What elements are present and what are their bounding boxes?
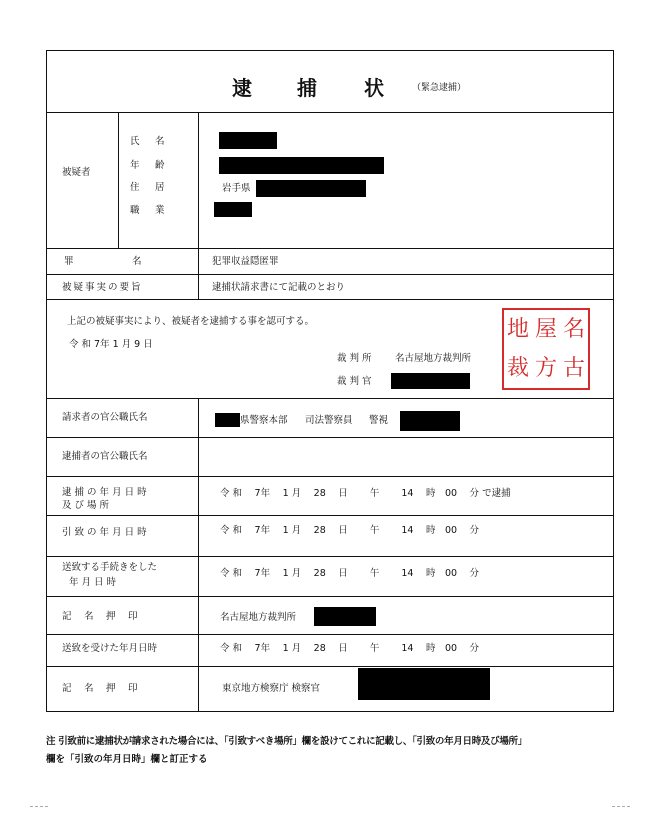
address-label-b: 居 (155, 182, 165, 193)
transfer-value: 令 和 7年 1 月 28 日 午 14 時 00 分 (220, 525, 480, 536)
transfer-label: 引 致 の 年 月 日 時 (62, 527, 147, 538)
column-divider (198, 112, 199, 299)
signature1-label: 記 名 押 印 (62, 611, 138, 622)
row-divider (46, 437, 614, 438)
redacted-prefecture (215, 413, 240, 427)
title-subtitle: （緊急逮捕） (412, 83, 467, 93)
arrest-time-label-1: 逮 捕 の 年 月 日 時 (62, 487, 147, 498)
redacted-judge-name (391, 373, 470, 389)
redacted-address (256, 180, 366, 197)
seal-char: 名 (562, 316, 585, 342)
seal-char: 地 (506, 316, 529, 342)
received-label: 送致を受けた年月日時 (62, 643, 158, 654)
facts-label: 被疑事実の要旨 (62, 282, 143, 293)
send-proc-value: 令 和 7年 1 月 28 日 午 14 時 00 分 (220, 568, 480, 579)
row-divider (46, 556, 614, 557)
name-label-b: 名 (155, 136, 165, 147)
arrest-time-label-2: 及 び 場 所 (62, 500, 110, 511)
requester-value-a: 県警察本部 (240, 415, 288, 426)
signature2-label: 記 名 押 印 (62, 683, 138, 694)
redacted-occupation (214, 202, 252, 217)
address-label-a: 住 (130, 182, 140, 193)
footnote-line-1: 注 引致前に逮捕状が請求された場合には、「引致すべき場所」欄を設けてこれに記載し、「引致の年月日時及び場所」 (46, 736, 527, 747)
row-divider (46, 398, 614, 399)
court-label: 裁 判 所 (337, 353, 372, 364)
seal-char: 方 (534, 355, 557, 381)
row-divider (46, 112, 614, 113)
crime-label-b: 名 (132, 256, 142, 267)
title-char-2: 捕 (297, 76, 317, 100)
send-proc-label-2: 年 月 日 時 (69, 577, 117, 588)
scan-edge-mark (612, 806, 630, 807)
redacted-signature2-name (358, 668, 490, 700)
judge-label: 裁 判 官 (337, 376, 372, 387)
approval-date: 令 和 7年 1 月 9 日 (69, 339, 153, 350)
scan-edge-mark (30, 806, 48, 807)
age-label-b: 齢 (155, 160, 165, 171)
column-divider (118, 112, 119, 248)
row-divider (46, 274, 614, 275)
name-label-a: 氏 (130, 136, 140, 147)
row-divider (46, 299, 614, 300)
approval-statement: 上記の被疑事実により、被疑者を逮捕する事を認可する。 (67, 316, 315, 327)
facts-value: 逮捕状請求書にて記載のとおり (212, 282, 346, 293)
occupation-label-b: 業 (155, 205, 165, 216)
arrest-time-value: 令 和 7年 1 月 28 日 午 14 時 00 分 で逮捕 (220, 488, 511, 499)
requester-label: 請求者の官公職氏名 (62, 412, 148, 423)
row-divider (46, 596, 614, 597)
row-divider (46, 476, 614, 477)
seal-char: 裁 (506, 355, 529, 381)
crime-label-a: 罪 (64, 256, 74, 267)
row-divider (46, 634, 614, 635)
received-value: 令 和 7年 1 月 28 日 午 14 時 00 分 (220, 643, 480, 654)
address-prefix: 岩手県 (222, 183, 251, 194)
seal-char: 屋 (534, 316, 557, 342)
row-divider (46, 666, 614, 667)
column-divider (198, 398, 199, 712)
signature2-value: 東京地方検察庁 検察官 (222, 683, 321, 694)
signature1-value: 名古屋地方裁判所 (220, 612, 297, 623)
arrester-label: 逮捕者の官公職氏名 (62, 451, 148, 462)
row-divider (46, 248, 614, 249)
send-proc-label-1: 送致する手続きをした (62, 562, 158, 573)
redacted-age (219, 157, 384, 174)
redacted-signature1-name (314, 607, 376, 626)
footnote-line-2: 欄を「引致の年月日時」欄と訂正する (46, 754, 208, 765)
title-char-3: 状 (364, 76, 384, 100)
age-label-a: 年 (130, 160, 140, 171)
court-name: 名古屋地方裁判所 (395, 353, 472, 364)
redacted-name (219, 132, 277, 149)
crime-value: 犯罪収益隠匿罪 (212, 256, 279, 267)
occupation-label-a: 職 (130, 205, 140, 216)
seal-char: 古 (562, 355, 585, 381)
title-char-1: 逮 (232, 76, 252, 100)
suspect-section-label: 被疑者 (62, 167, 91, 178)
redacted-requester-name (400, 411, 460, 431)
row-divider (46, 515, 614, 516)
requester-value-b: 司法警察員 (305, 415, 353, 426)
court-seal (502, 308, 590, 390)
requester-value-c: 警視 (369, 415, 389, 426)
